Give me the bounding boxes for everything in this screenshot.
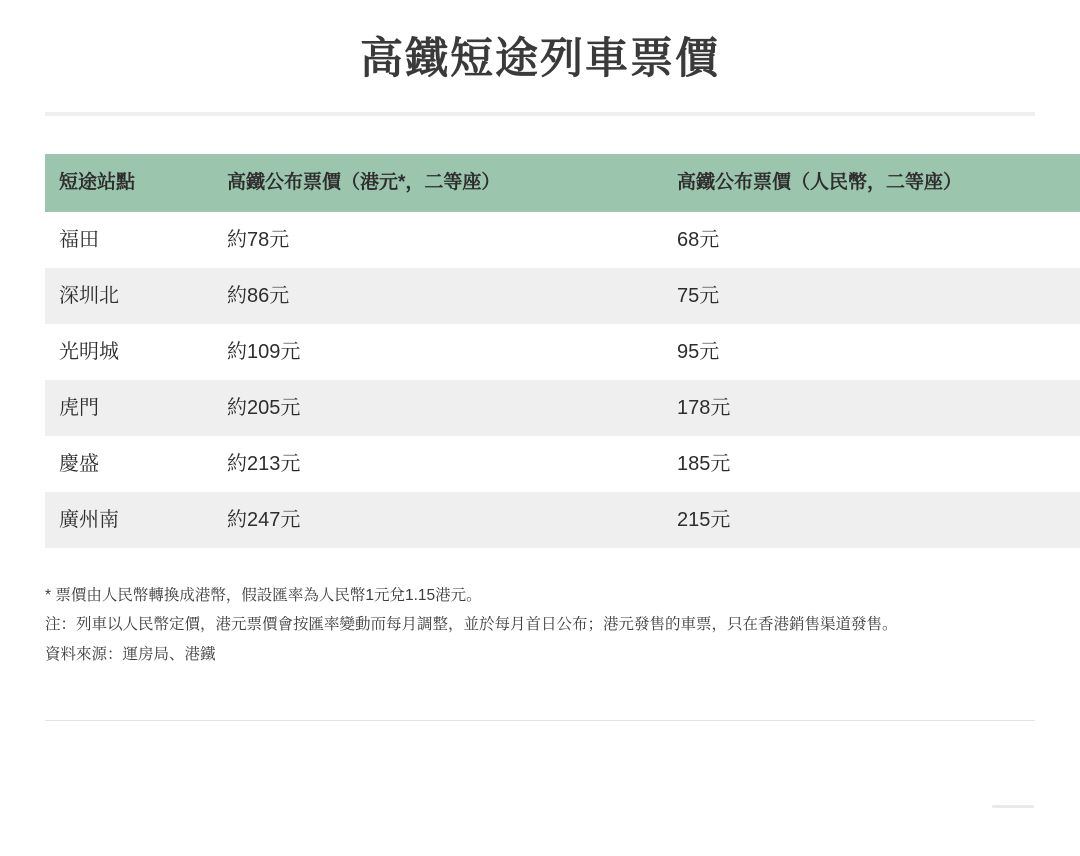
cell-hkd-fare: 約86元: [213, 268, 663, 324]
cell-hkd-fare: 約109元: [213, 324, 663, 380]
cell-rmb-fare: 68元: [663, 212, 1080, 268]
cell-rmb-fare: 75元: [663, 268, 1080, 324]
table-body: [45, 212, 1080, 548]
cell-hkd-fare: 約78元: [213, 212, 663, 268]
title-divider: [45, 112, 1035, 116]
cell-hkd-fare: 約213元: [213, 436, 663, 492]
table-row: [45, 436, 1080, 492]
cell-station: 福田: [45, 212, 213, 268]
cell-rmb-fare: 95元: [663, 324, 1080, 380]
footnote-source: 資料來源：運房局、港鐵: [45, 645, 216, 663]
cell-station: 慶盛: [45, 436, 213, 492]
column-header-rmb-fare: 高鐵公布票價（人民幣，二等座）: [663, 154, 1080, 213]
cell-station: 虎門: [45, 380, 213, 436]
bottom-divider: [45, 720, 1035, 721]
fare-table-container: [45, 154, 1035, 549]
footnote-pricing-note: 注：列車以人民幣定價，港元票價會按匯率變動而每月調整，並於每月首日公布；港元發售的車票，只在香港銷售渠道發售。: [45, 616, 898, 634]
cell-station: 廣州南: [45, 492, 213, 548]
table-header: [45, 154, 1080, 213]
cell-hkd-fare: 約247元: [213, 492, 663, 548]
cell-station: 光明城: [45, 324, 213, 380]
table-row: [45, 492, 1080, 548]
footnotes: [45, 582, 1035, 667]
table-row: [45, 212, 1080, 268]
decorative-mark: [992, 805, 1034, 808]
page-title: 高鐵短途列車票價: [360, 35, 720, 83]
cell-rmb-fare: 215元: [663, 492, 1080, 548]
cell-station: 深圳北: [45, 268, 213, 324]
cell-rmb-fare: 185元: [663, 436, 1080, 492]
footnote-exchange-rate: * 票價由人民幣轉換成港幣，假設匯率為人民幣1元兌1.15港元。: [45, 587, 482, 605]
column-header-hkd-fare: 高鐵公布票價（港元*，二等座）: [213, 154, 663, 213]
table-row: [45, 324, 1080, 380]
table-header-row: [45, 154, 1080, 213]
column-header-station: 短途站點: [45, 154, 213, 213]
table-row: [45, 268, 1080, 324]
table-row: [45, 380, 1080, 436]
cell-rmb-fare: 178元: [663, 380, 1080, 436]
cell-hkd-fare: 約205元: [213, 380, 663, 436]
fare-table: [45, 154, 1080, 549]
